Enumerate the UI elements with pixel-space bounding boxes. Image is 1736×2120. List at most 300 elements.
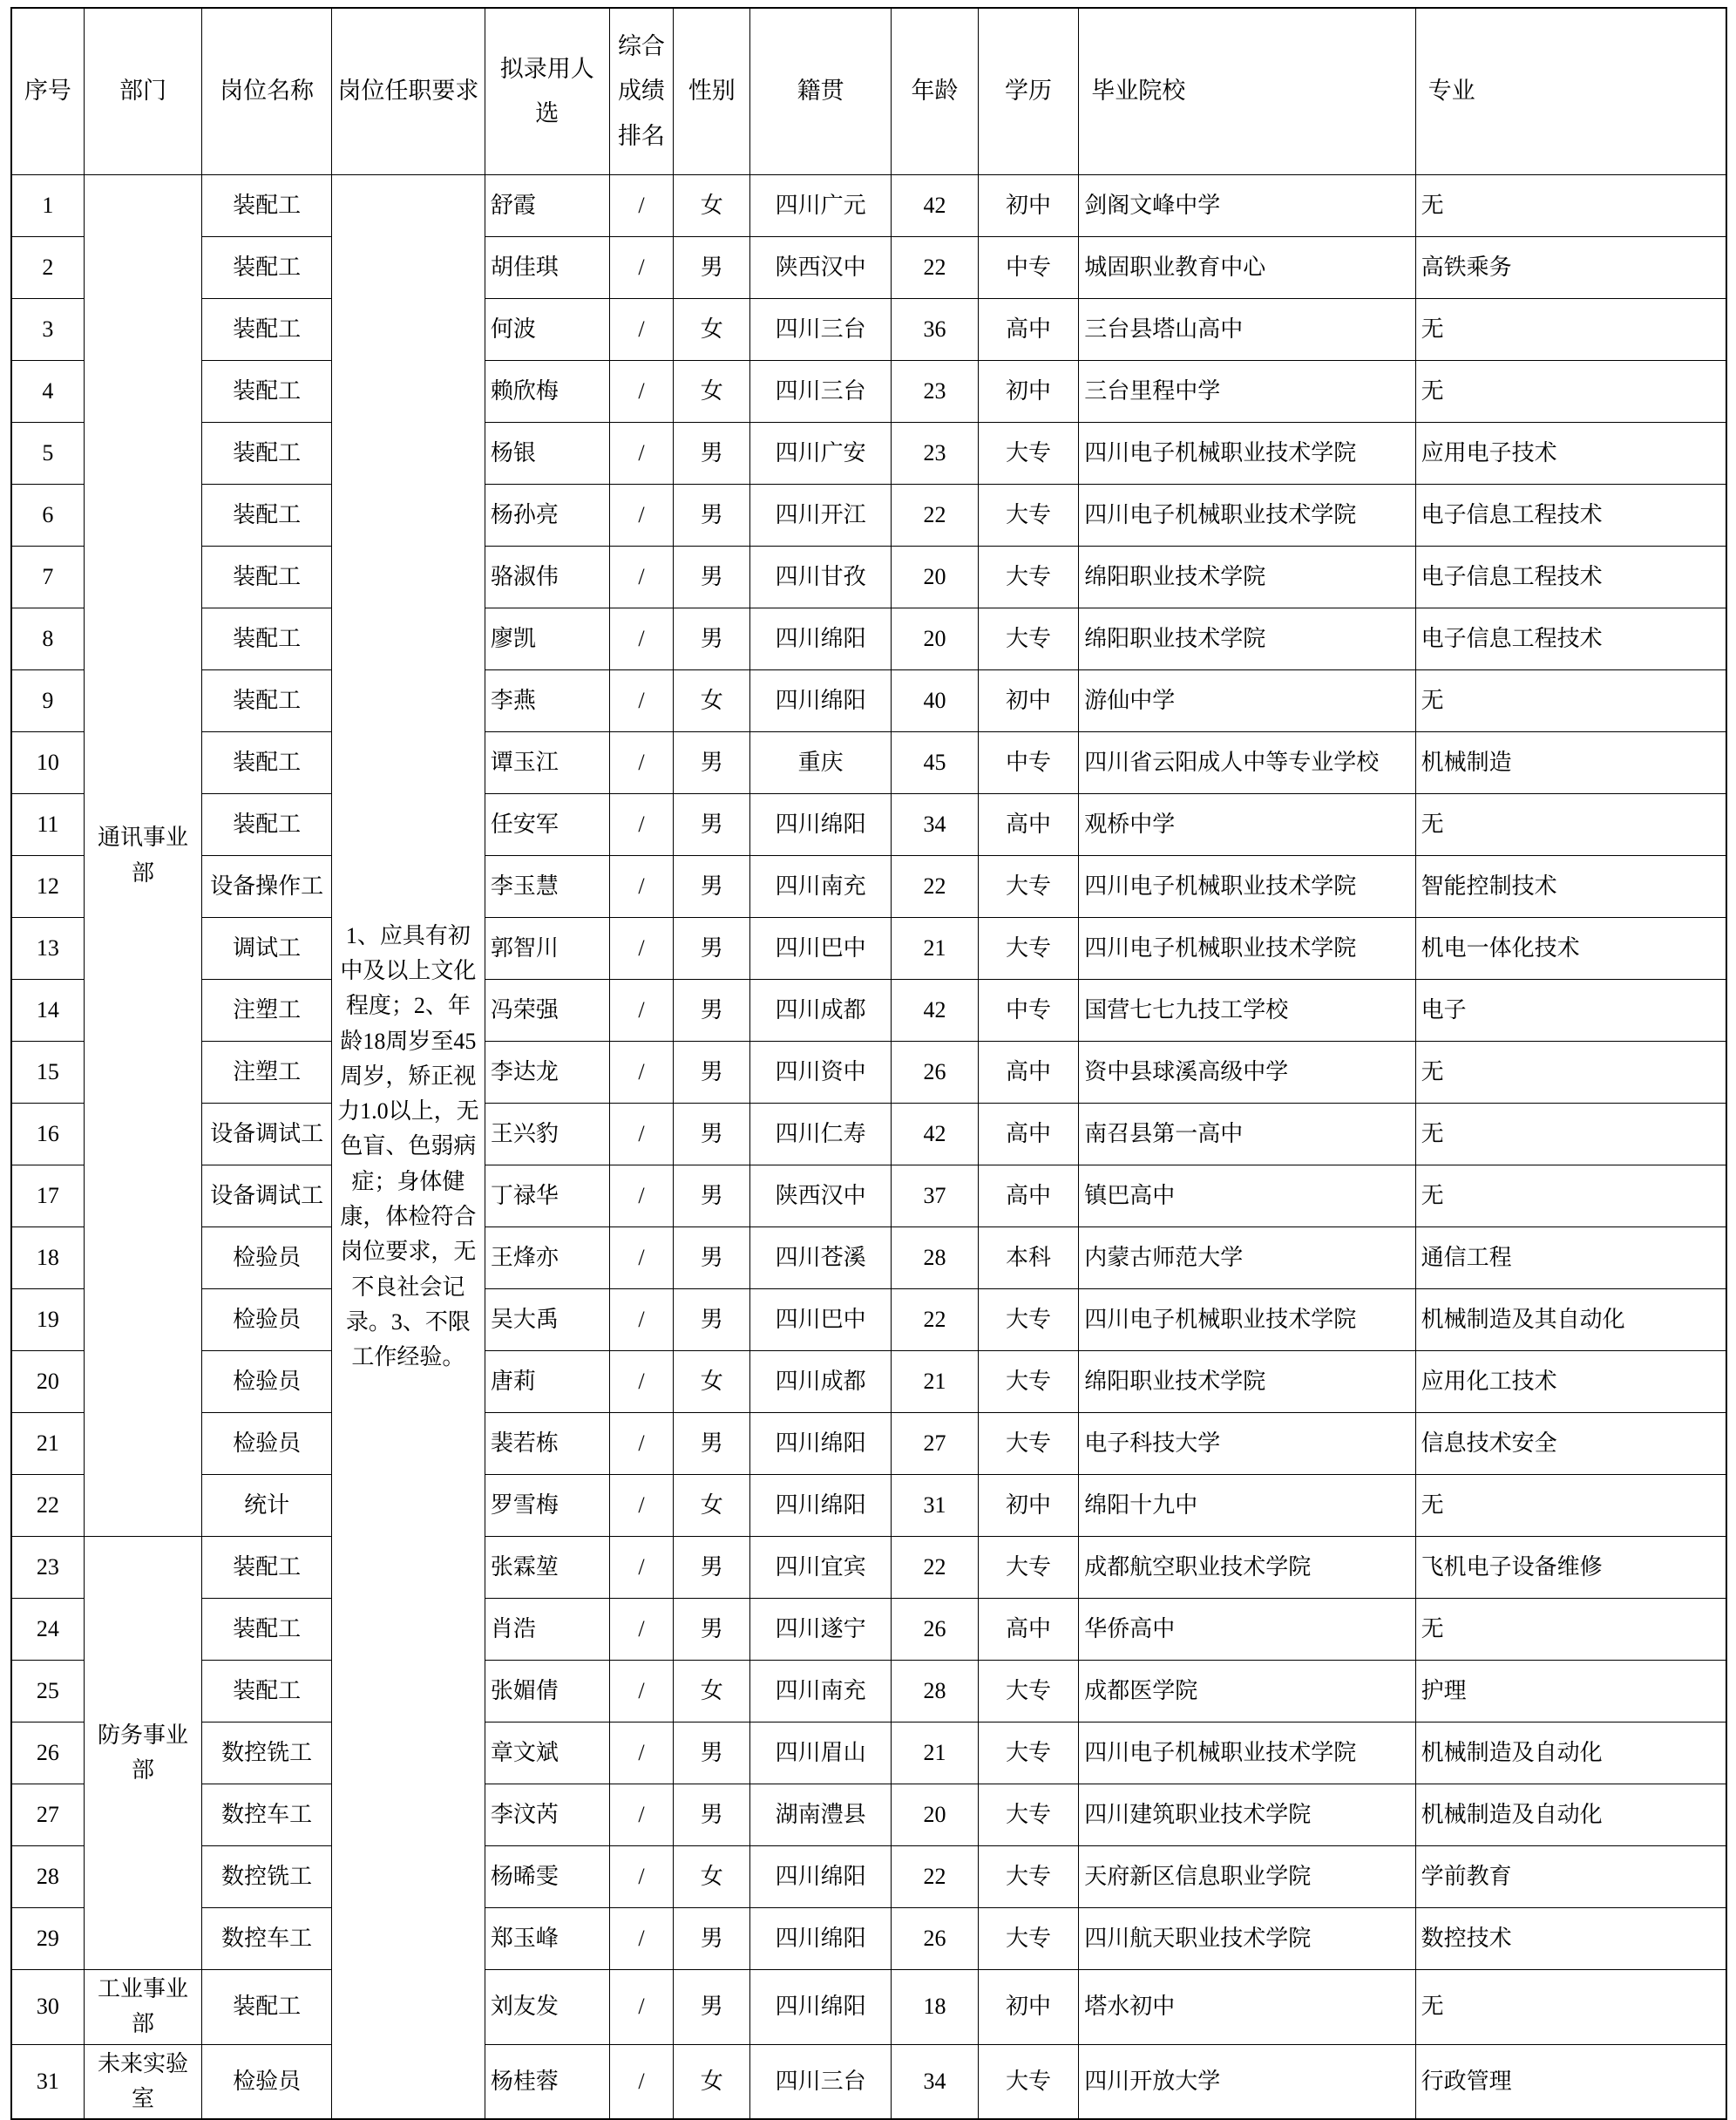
- cell-gender: 女: [674, 175, 750, 237]
- cell-score-rank: /: [609, 299, 674, 361]
- cell-age: 21: [892, 1722, 979, 1784]
- cell-post-name: 检验员: [202, 1289, 332, 1351]
- cell-education: 初中: [978, 361, 1078, 423]
- table-row: [11, 361, 1726, 423]
- cell-department: 防务事业部: [84, 1537, 202, 1970]
- cell-hometown: 四川绵阳: [750, 1475, 892, 1537]
- cell-gender: 男: [674, 237, 750, 299]
- cell-hometown: 四川遂宁: [750, 1599, 892, 1661]
- cell-school: 四川开放大学: [1079, 2044, 1415, 2119]
- cell-school: 四川电子机械职业技术学院: [1079, 856, 1415, 918]
- cell-hometown: 四川绵阳: [750, 608, 892, 670]
- cell-education: 高中: [978, 1165, 1078, 1227]
- cell-score-rank: /: [609, 856, 674, 918]
- cell-index: 5: [11, 423, 84, 485]
- cell-post-name: 装配工: [202, 423, 332, 485]
- cell-candidate-name: 肖浩: [485, 1599, 609, 1661]
- cell-index: 31: [11, 2044, 84, 2119]
- cell-candidate-name: 杨银: [485, 423, 609, 485]
- cell-major: 机电一体化技术: [1415, 918, 1726, 980]
- cell-major: 应用电子技术: [1415, 423, 1726, 485]
- header-department: 部门: [84, 8, 202, 175]
- cell-education: 大专: [978, 547, 1078, 608]
- cell-candidate-name: 李燕: [485, 670, 609, 732]
- cell-age: 42: [892, 980, 979, 1042]
- table-row: [11, 1722, 1726, 1784]
- cell-hometown: 四川广元: [750, 175, 892, 237]
- cell-school: 观桥中学: [1079, 794, 1415, 856]
- cell-education: 大专: [978, 1289, 1078, 1351]
- cell-school: 电子科技大学: [1079, 1413, 1415, 1475]
- cell-index: 7: [11, 547, 84, 608]
- cell-score-rank: /: [609, 1104, 674, 1165]
- cell-index: 17: [11, 1165, 84, 1227]
- cell-gender: 女: [674, 2044, 750, 2119]
- cell-score-rank: /: [609, 1908, 674, 1970]
- cell-candidate-name: 冯荣强: [485, 980, 609, 1042]
- cell-education: 大专: [978, 1661, 1078, 1722]
- cell-post-name: 装配工: [202, 1661, 332, 1722]
- cell-candidate-name: 骆淑伟: [485, 547, 609, 608]
- cell-hometown: 四川三台: [750, 299, 892, 361]
- cell-major: 电子信息工程技术: [1415, 547, 1726, 608]
- cell-school: 游仙中学: [1079, 670, 1415, 732]
- cell-gender: 男: [674, 1289, 750, 1351]
- cell-school: 镇巴高中: [1079, 1165, 1415, 1227]
- cell-hometown: 四川绵阳: [750, 1846, 892, 1908]
- cell-school: 三台里程中学: [1079, 361, 1415, 423]
- cell-age: 28: [892, 1661, 979, 1722]
- cell-hometown: 四川仁寿: [750, 1104, 892, 1165]
- cell-major: 无: [1415, 670, 1726, 732]
- cell-post-requirement: [331, 175, 485, 2120]
- header-score-line3: 排名: [617, 122, 665, 149]
- cell-index: 11: [11, 794, 84, 856]
- table-row: [11, 1351, 1726, 1413]
- cell-gender: 男: [674, 423, 750, 485]
- cell-gender: 男: [674, 608, 750, 670]
- cell-age: 22: [892, 1289, 979, 1351]
- cell-major: 学前教育: [1415, 1846, 1726, 1908]
- cell-index: 15: [11, 1042, 84, 1104]
- cell-score-rank: /: [609, 547, 674, 608]
- table-row: [11, 299, 1726, 361]
- table-row: [11, 608, 1726, 670]
- cell-score-rank: /: [609, 361, 674, 423]
- cell-score-rank: /: [609, 1165, 674, 1227]
- cell-post-name: 数控铣工: [202, 1846, 332, 1908]
- cell-post-name: 装配工: [202, 732, 332, 794]
- cell-hometown: 四川广安: [750, 423, 892, 485]
- cell-post-name: 装配工: [202, 361, 332, 423]
- cell-age: 26: [892, 1908, 979, 1970]
- cell-major: 高铁乘务: [1415, 237, 1726, 299]
- cell-major: 无: [1415, 175, 1726, 237]
- table-row: [11, 1661, 1726, 1722]
- cell-candidate-name: 任安军: [485, 794, 609, 856]
- cell-major: 机械制造及其自动化: [1415, 1289, 1726, 1351]
- cell-education: 大专: [978, 608, 1078, 670]
- cell-education: 大专: [978, 1784, 1078, 1846]
- cell-age: 22: [892, 856, 979, 918]
- cell-gender: 男: [674, 1165, 750, 1227]
- cell-index: 10: [11, 732, 84, 794]
- cell-education: 大专: [978, 1413, 1078, 1475]
- cell-major: 电子: [1415, 980, 1726, 1042]
- cell-hometown: 四川绵阳: [750, 794, 892, 856]
- cell-index: 22: [11, 1475, 84, 1537]
- cell-post-name: 装配工: [202, 175, 332, 237]
- cell-score-rank: /: [609, 1722, 674, 1784]
- cell-age: 42: [892, 175, 979, 237]
- cell-school: 绵阳职业技术学院: [1079, 547, 1415, 608]
- cell-school: 四川电子机械职业技术学院: [1079, 423, 1415, 485]
- cell-major: 机械制造: [1415, 732, 1726, 794]
- header-candidate: [485, 8, 609, 175]
- table-row: [11, 1165, 1726, 1227]
- cell-post-name: 装配工: [202, 547, 332, 608]
- cell-candidate-name: 李玉慧: [485, 856, 609, 918]
- cell-age: 20: [892, 1784, 979, 1846]
- cell-score-rank: /: [609, 670, 674, 732]
- cell-education: 初中: [978, 175, 1078, 237]
- cell-age: 22: [892, 485, 979, 547]
- cell-age: 34: [892, 2044, 979, 2119]
- cell-hometown: 四川南充: [750, 856, 892, 918]
- table-row: [11, 1475, 1726, 1537]
- cell-department: 工业事业部: [84, 1970, 202, 2045]
- cell-major: 机械制造及自动化: [1415, 1722, 1726, 1784]
- cell-gender: 男: [674, 1227, 750, 1289]
- cell-major: 无: [1415, 1599, 1726, 1661]
- header-major: 专业: [1415, 8, 1726, 175]
- cell-score-rank: /: [609, 1475, 674, 1537]
- cell-major: 电子信息工程技术: [1415, 608, 1726, 670]
- header-hometown: 籍贯: [750, 8, 892, 175]
- cell-candidate-name: 王兴豹: [485, 1104, 609, 1165]
- cell-education: 大专: [978, 1908, 1078, 1970]
- cell-score-rank: /: [609, 794, 674, 856]
- table-row: [11, 237, 1726, 299]
- table-row: [11, 1227, 1726, 1289]
- cell-age: 28: [892, 1227, 979, 1289]
- cell-post-name: 注塑工: [202, 1042, 332, 1104]
- table-row: [11, 670, 1726, 732]
- cell-score-rank: /: [609, 980, 674, 1042]
- cell-education: 高中: [978, 1104, 1078, 1165]
- cell-candidate-name: 杨孙亮: [485, 485, 609, 547]
- cell-hometown: 湖南澧县: [750, 1784, 892, 1846]
- cell-gender: 男: [674, 1722, 750, 1784]
- cell-candidate-name: 张媚倩: [485, 1661, 609, 1722]
- cell-age: 21: [892, 918, 979, 980]
- cell-hometown: 四川绵阳: [750, 1413, 892, 1475]
- cell-index: 13: [11, 918, 84, 980]
- table-row: [11, 1908, 1726, 1970]
- cell-school: 资中县球溪高级中学: [1079, 1042, 1415, 1104]
- table-row: [11, 1537, 1726, 1599]
- cell-post-name: 设备调试工: [202, 1165, 332, 1227]
- table-row: [11, 794, 1726, 856]
- cell-candidate-name: 刘友发: [485, 1970, 609, 2045]
- cell-gender: 男: [674, 980, 750, 1042]
- cell-major: 无: [1415, 1042, 1726, 1104]
- cell-gender: 男: [674, 547, 750, 608]
- cell-index: 28: [11, 1846, 84, 1908]
- cell-candidate-name: 廖凯: [485, 608, 609, 670]
- cell-school: 塔水初中: [1079, 1970, 1415, 2045]
- cell-gender: 男: [674, 1908, 750, 1970]
- cell-hometown: 四川眉山: [750, 1722, 892, 1784]
- cell-hometown: 四川甘孜: [750, 547, 892, 608]
- cell-education: 大专: [978, 1537, 1078, 1599]
- table-row: [11, 1289, 1726, 1351]
- cell-score-rank: /: [609, 608, 674, 670]
- cell-index: 16: [11, 1104, 84, 1165]
- cell-age: 22: [892, 1846, 979, 1908]
- cell-post-name: 数控车工: [202, 1908, 332, 1970]
- cell-candidate-name: 李汶芮: [485, 1784, 609, 1846]
- table-row: [11, 1846, 1726, 1908]
- cell-candidate-name: 何波: [485, 299, 609, 361]
- cell-school: 四川电子机械职业技术学院: [1079, 485, 1415, 547]
- cell-post-name: 装配工: [202, 794, 332, 856]
- cell-candidate-name: 舒霞: [485, 175, 609, 237]
- header-candidate-line2: 选: [535, 100, 559, 126]
- table-row: [11, 1970, 1726, 2045]
- cell-age: 42: [892, 1104, 979, 1165]
- cell-major: 飞机电子设备维修: [1415, 1537, 1726, 1599]
- cell-age: 20: [892, 608, 979, 670]
- cell-post-name: 注塑工: [202, 980, 332, 1042]
- cell-school: 剑阁文峰中学: [1079, 175, 1415, 237]
- cell-index: 8: [11, 608, 84, 670]
- cell-score-rank: /: [609, 918, 674, 980]
- cell-candidate-name: 吴大禹: [485, 1289, 609, 1351]
- cell-gender: 男: [674, 1599, 750, 1661]
- cell-score-rank: /: [609, 732, 674, 794]
- cell-candidate-name: 赖欣梅: [485, 361, 609, 423]
- cell-education: 高中: [978, 1599, 1078, 1661]
- cell-score-rank: /: [609, 1599, 674, 1661]
- cell-age: 34: [892, 794, 979, 856]
- table-row: [11, 175, 1726, 237]
- header-education: 学历: [978, 8, 1078, 175]
- table-row: [11, 423, 1726, 485]
- cell-major: 无: [1415, 1104, 1726, 1165]
- cell-school: 三台县塔山高中: [1079, 299, 1415, 361]
- cell-post-name: 装配工: [202, 1537, 332, 1599]
- cell-hometown: 四川资中: [750, 1042, 892, 1104]
- cell-hometown: 四川苍溪: [750, 1227, 892, 1289]
- header-score-line2: 成绩: [617, 78, 665, 105]
- cell-major: 护理: [1415, 1661, 1726, 1722]
- cell-major: 无: [1415, 361, 1726, 423]
- cell-major: 机械制造及自动化: [1415, 1784, 1726, 1846]
- cell-candidate-name: 胡佳琪: [485, 237, 609, 299]
- cell-education: 高中: [978, 794, 1078, 856]
- cell-post-name: 装配工: [202, 485, 332, 547]
- cell-education: 大专: [978, 1722, 1078, 1784]
- cell-age: 26: [892, 1599, 979, 1661]
- cell-age: 23: [892, 423, 979, 485]
- cell-age: 26: [892, 1042, 979, 1104]
- cell-gender: 男: [674, 918, 750, 980]
- cell-school: 国营七七九技工学校: [1079, 980, 1415, 1042]
- cell-hometown: 四川巴中: [750, 1289, 892, 1351]
- cell-age: 27: [892, 1413, 979, 1475]
- cell-candidate-name: 张霖堃: [485, 1537, 609, 1599]
- cell-hometown: 四川巴中: [750, 918, 892, 980]
- cell-school: 成都航空职业技术学院: [1079, 1537, 1415, 1599]
- table-row: [11, 547, 1726, 608]
- cell-school: 成都医学院: [1079, 1661, 1415, 1722]
- cell-age: 22: [892, 237, 979, 299]
- cell-index: 29: [11, 1908, 84, 1970]
- cell-post-name: 数控车工: [202, 1784, 332, 1846]
- cell-index: 4: [11, 361, 84, 423]
- cell-candidate-name: 裴若栋: [485, 1413, 609, 1475]
- cell-candidate-name: 郭智川: [485, 918, 609, 980]
- cell-hometown: 四川成都: [750, 1351, 892, 1413]
- cell-index: 1: [11, 175, 84, 237]
- cell-post-name: 数控铣工: [202, 1722, 332, 1784]
- cell-major: 电子信息工程技术: [1415, 485, 1726, 547]
- cell-index: 14: [11, 980, 84, 1042]
- table-row: [11, 856, 1726, 918]
- cell-gender: 女: [674, 299, 750, 361]
- table-row: [11, 1104, 1726, 1165]
- header-score-line1: 综合: [617, 33, 665, 60]
- cell-age: 37: [892, 1165, 979, 1227]
- cell-index: 19: [11, 1289, 84, 1351]
- cell-hometown: 四川绵阳: [750, 1970, 892, 2045]
- cell-education: 大专: [978, 485, 1078, 547]
- cell-age: 45: [892, 732, 979, 794]
- cell-gender: 男: [674, 856, 750, 918]
- cell-gender: 男: [674, 1970, 750, 2045]
- cell-education: 初中: [978, 1475, 1078, 1537]
- cell-gender: 女: [674, 1475, 750, 1537]
- cell-hometown: 四川成都: [750, 980, 892, 1042]
- cell-school: 四川电子机械职业技术学院: [1079, 918, 1415, 980]
- cell-education: 中专: [978, 732, 1078, 794]
- header-post-name: 岗位名称: [202, 8, 332, 175]
- cell-index: 3: [11, 299, 84, 361]
- cell-gender: 男: [674, 1104, 750, 1165]
- cell-score-rank: /: [609, 1351, 674, 1413]
- cell-post-name: 检验员: [202, 2044, 332, 2119]
- cell-index: 9: [11, 670, 84, 732]
- cell-candidate-name: 杨桂蓉: [485, 2044, 609, 2119]
- cell-hometown: 陕西汉中: [750, 1165, 892, 1227]
- cell-education: 大专: [978, 1351, 1078, 1413]
- cell-school: 内蒙古师范大学: [1079, 1227, 1415, 1289]
- cell-age: 21: [892, 1351, 979, 1413]
- table-row: [11, 918, 1726, 980]
- cell-hometown: 四川开江: [750, 485, 892, 547]
- cell-school: 华侨高中: [1079, 1599, 1415, 1661]
- cell-hometown: 四川宜宾: [750, 1537, 892, 1599]
- cell-candidate-name: 罗雪梅: [485, 1475, 609, 1537]
- cell-gender: 女: [674, 1661, 750, 1722]
- cell-hometown: 四川三台: [750, 2044, 892, 2119]
- cell-education: 大专: [978, 918, 1078, 980]
- cell-score-rank: /: [609, 423, 674, 485]
- cell-school: 南召县第一高中: [1079, 1104, 1415, 1165]
- cell-education: 大专: [978, 856, 1078, 918]
- cell-major: 信息技术安全: [1415, 1413, 1726, 1475]
- cell-major: 无: [1415, 1970, 1726, 2045]
- cell-age: 22: [892, 1537, 979, 1599]
- cell-candidate-name: 杨晞雯: [485, 1846, 609, 1908]
- header-index: 序号: [11, 8, 84, 175]
- cell-score-rank: /: [609, 1846, 674, 1908]
- cell-hometown: 四川南充: [750, 1661, 892, 1722]
- cell-age: 20: [892, 547, 979, 608]
- cell-score-rank: /: [609, 1784, 674, 1846]
- cell-index: 20: [11, 1351, 84, 1413]
- cell-post-name: 调试工: [202, 918, 332, 980]
- cell-hometown: 四川三台: [750, 361, 892, 423]
- cell-candidate-name: 王烽亦: [485, 1227, 609, 1289]
- cell-hometown: 陕西汉中: [750, 237, 892, 299]
- cell-age: 23: [892, 361, 979, 423]
- cell-age: 31: [892, 1475, 979, 1537]
- cell-hometown: 重庆: [750, 732, 892, 794]
- cell-major: 智能控制技术: [1415, 856, 1726, 918]
- cell-post-name: 检验员: [202, 1351, 332, 1413]
- cell-major: 通信工程: [1415, 1227, 1726, 1289]
- header-gender: 性别: [674, 8, 750, 175]
- cell-school: 天府新区信息职业学院: [1079, 1846, 1415, 1908]
- header-school: 毕业院校: [1079, 8, 1415, 175]
- cell-post-name: 检验员: [202, 1227, 332, 1289]
- cell-gender: 女: [674, 1351, 750, 1413]
- cell-school: 四川电子机械职业技术学院: [1079, 1289, 1415, 1351]
- cell-education: 大专: [978, 1846, 1078, 1908]
- cell-school: 绵阳职业技术学院: [1079, 608, 1415, 670]
- cell-education: 大专: [978, 423, 1078, 485]
- table-header-row: [11, 8, 1726, 175]
- cell-gender: 男: [674, 794, 750, 856]
- cell-score-rank: /: [609, 1227, 674, 1289]
- cell-gender: 女: [674, 1846, 750, 1908]
- cell-school: 绵阳职业技术学院: [1079, 1351, 1415, 1413]
- cell-score-rank: /: [609, 1413, 674, 1475]
- cell-candidate-name: 李达龙: [485, 1042, 609, 1104]
- recruitment-roster-table: [10, 7, 1727, 2120]
- cell-gender: 男: [674, 1042, 750, 1104]
- cell-candidate-name: 谭玉江: [485, 732, 609, 794]
- cell-post-name: 统计: [202, 1475, 332, 1537]
- cell-score-rank: /: [609, 1537, 674, 1599]
- cell-index: 30: [11, 1970, 84, 2045]
- cell-gender: 男: [674, 1784, 750, 1846]
- cell-candidate-name: 丁禄华: [485, 1165, 609, 1227]
- cell-index: 21: [11, 1413, 84, 1475]
- table-row: [11, 2044, 1726, 2119]
- cell-score-rank: /: [609, 1042, 674, 1104]
- cell-education: 初中: [978, 670, 1078, 732]
- cell-index: 12: [11, 856, 84, 918]
- cell-gender: 男: [674, 485, 750, 547]
- header-score-rank: [609, 8, 674, 175]
- cell-hometown: 四川绵阳: [750, 1908, 892, 1970]
- cell-score-rank: /: [609, 485, 674, 547]
- cell-index: 25: [11, 1661, 84, 1722]
- cell-index: 23: [11, 1537, 84, 1599]
